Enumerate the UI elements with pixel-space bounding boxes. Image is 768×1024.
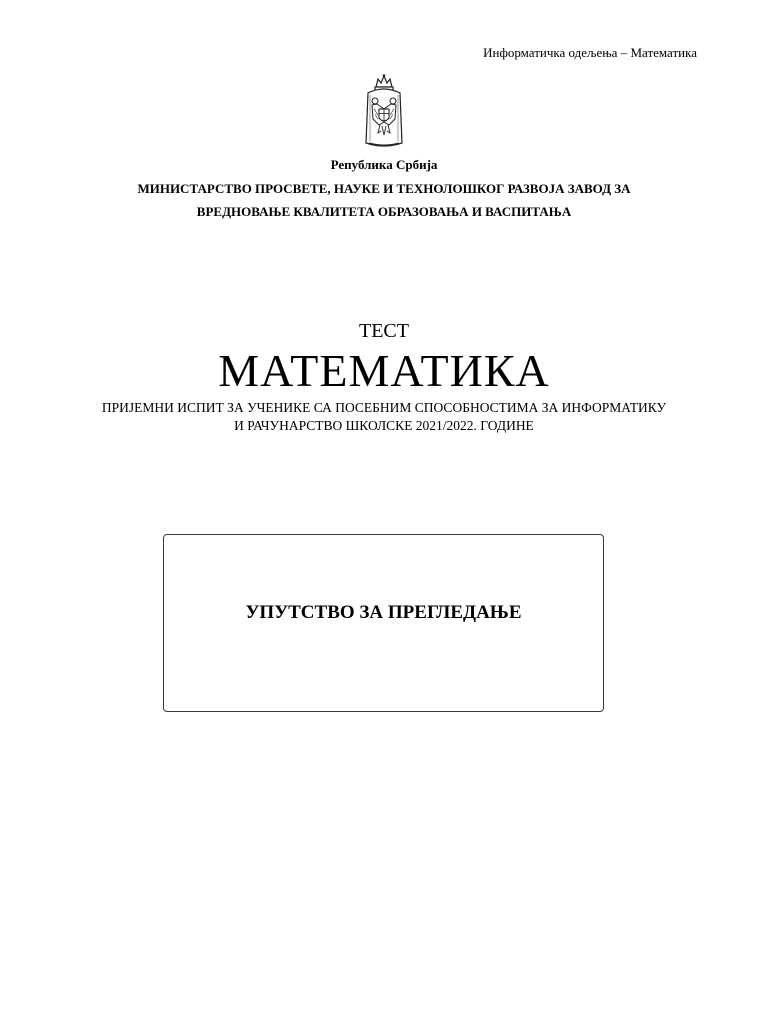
header-department-subject: Информатичка одељења – Математика xyxy=(483,45,697,60)
republic-title: Република Србија xyxy=(330,157,438,172)
exam-description-line-2: И РАЧУНАРСТВО ШКОЛСКЕ 2021/2022. ГОДИНЕ xyxy=(234,418,534,433)
ministry-name-line-2: ВРЕДНОВАЊЕ КВАЛИТЕТА ОБРАЗОВАЊА И ВАСПИТАЊА xyxy=(196,204,572,219)
instructions-box xyxy=(163,534,604,712)
ministry-name-line-1: МИНИСТАРСТВО ПРОСВЕТЕ, НАУКЕ И ТЕХНОЛОШКОГ РАЗВОЈА ЗАВОД ЗА xyxy=(137,181,631,196)
serbian-coat-of-arms-icon xyxy=(359,73,409,151)
test-label: ТЕСТ xyxy=(359,320,409,342)
subject-title: МАТЕМАТИКА xyxy=(218,345,550,396)
exam-description-line-1: ПРИЈЕМНИ ИСПИТ ЗА УЧЕНИКЕ СА ПОСЕБНИМ СПОСОБНОСТИМА ЗА ИНФОРМАТИКУ xyxy=(101,400,667,415)
instructions-title: УПУТСТВО ЗА ПРЕГЛЕДАЊЕ xyxy=(245,602,522,623)
